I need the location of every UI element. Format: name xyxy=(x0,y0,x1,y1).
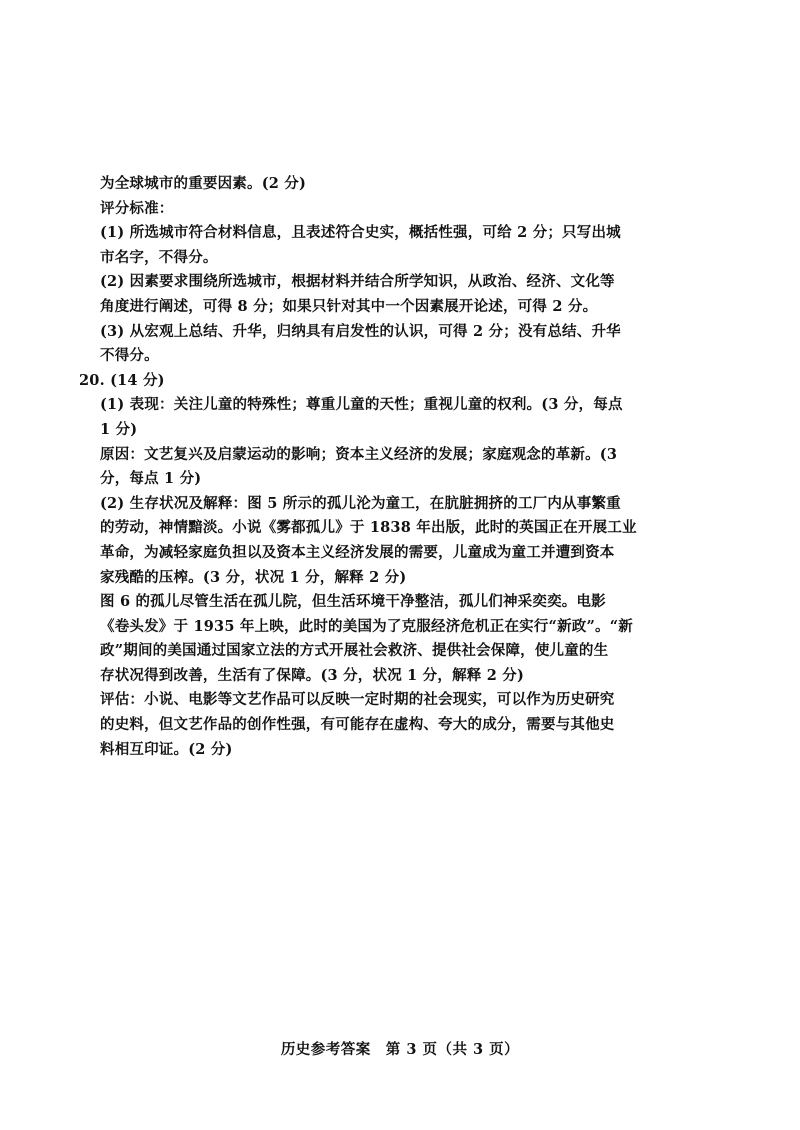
text-line: 料相互印证。(2 分) xyxy=(100,740,233,758)
text-line: 的史料，但文艺作品的创作性强，有可能存在虚构、夸大的成分，需要与其他史 xyxy=(100,716,615,734)
text-line: 角度进行阐述，可得 8 分；如果只针对其中一个因素展开论述，可得 2 分。 xyxy=(100,297,598,315)
text-line: (3) 从宏观上总结、升华，归纳具有启发性的认识，可得 2 分；没有总结、升华 xyxy=(100,322,621,340)
text-line: 评估：小说、电影等文艺作品可以反映一定时期的社会现实，可以作为历史研究 xyxy=(100,691,615,709)
text-line: 市名字，不得分。 xyxy=(100,248,218,266)
text-line: 图 6 的孤儿尽管生活在孤儿院，但生活环境干净整洁，孤儿们神采奕奕。电影 xyxy=(100,593,606,611)
text-line: 不得分。 xyxy=(100,347,159,365)
text-line: 革命，为减轻家庭负担以及资本主义经济发展的需要，儿童成为童工并遭到资本 xyxy=(100,543,615,561)
text-line: (2) 生存状况及解释：图 5 所示的孤儿沦为童工，在肮脏拥挤的工厂内从事繁重 xyxy=(100,494,621,512)
text-line: 政”期间的美国通过国家立法的方式开展社会救济、提供社会保障，使儿童的生 xyxy=(100,642,609,660)
text-line: 1 分) xyxy=(100,420,138,438)
text-line: 存状况得到改善，生活有了保障。(3 分，状况 1 分，解释 2 分) xyxy=(100,666,525,684)
text-line: 为全球城市的重要因素。(2 分) xyxy=(100,175,307,192)
question-20-heading: 20. (14 分) xyxy=(79,371,165,389)
text-line: (1) 表现：关注儿童的特殊性；尊重儿童的天性；重视儿童的权利。(3 分，每点 xyxy=(100,396,623,414)
text-line: 分，每点 1 分) xyxy=(100,470,202,488)
text-line: 《卷头发》于 1935 年上映，此时的美国为了克服经济危机正在实行“新政”。“新 xyxy=(100,617,633,635)
text-line: 的劳动，神情黯淡。小说《雾都孤儿》于 1838 年出版，此时的英国正在开展工业 xyxy=(100,519,637,537)
scoring-criteria-heading: 评分标准： xyxy=(100,199,174,217)
page-footer: 历史参考答案 第 3 页（共 3 页） xyxy=(280,1041,520,1058)
text-line: (2) 因素要求围绕所选城市，根据材料并结合所学知识，从政治、经济、文化等 xyxy=(100,273,615,291)
answer-body xyxy=(79,172,670,762)
text-line: (1) 所选城市符合材料信息，且表述符合史实，概括性强，可给 2 分；只写出城 xyxy=(100,224,621,242)
text-line: 家残酷的压榨。(3 分，状况 1 分，解释 2 分) xyxy=(100,568,407,586)
text-line: 原因：文艺复兴及启蒙运动的影响；资本主义经济的发展；家庭观念的革新。(3 xyxy=(100,445,618,463)
